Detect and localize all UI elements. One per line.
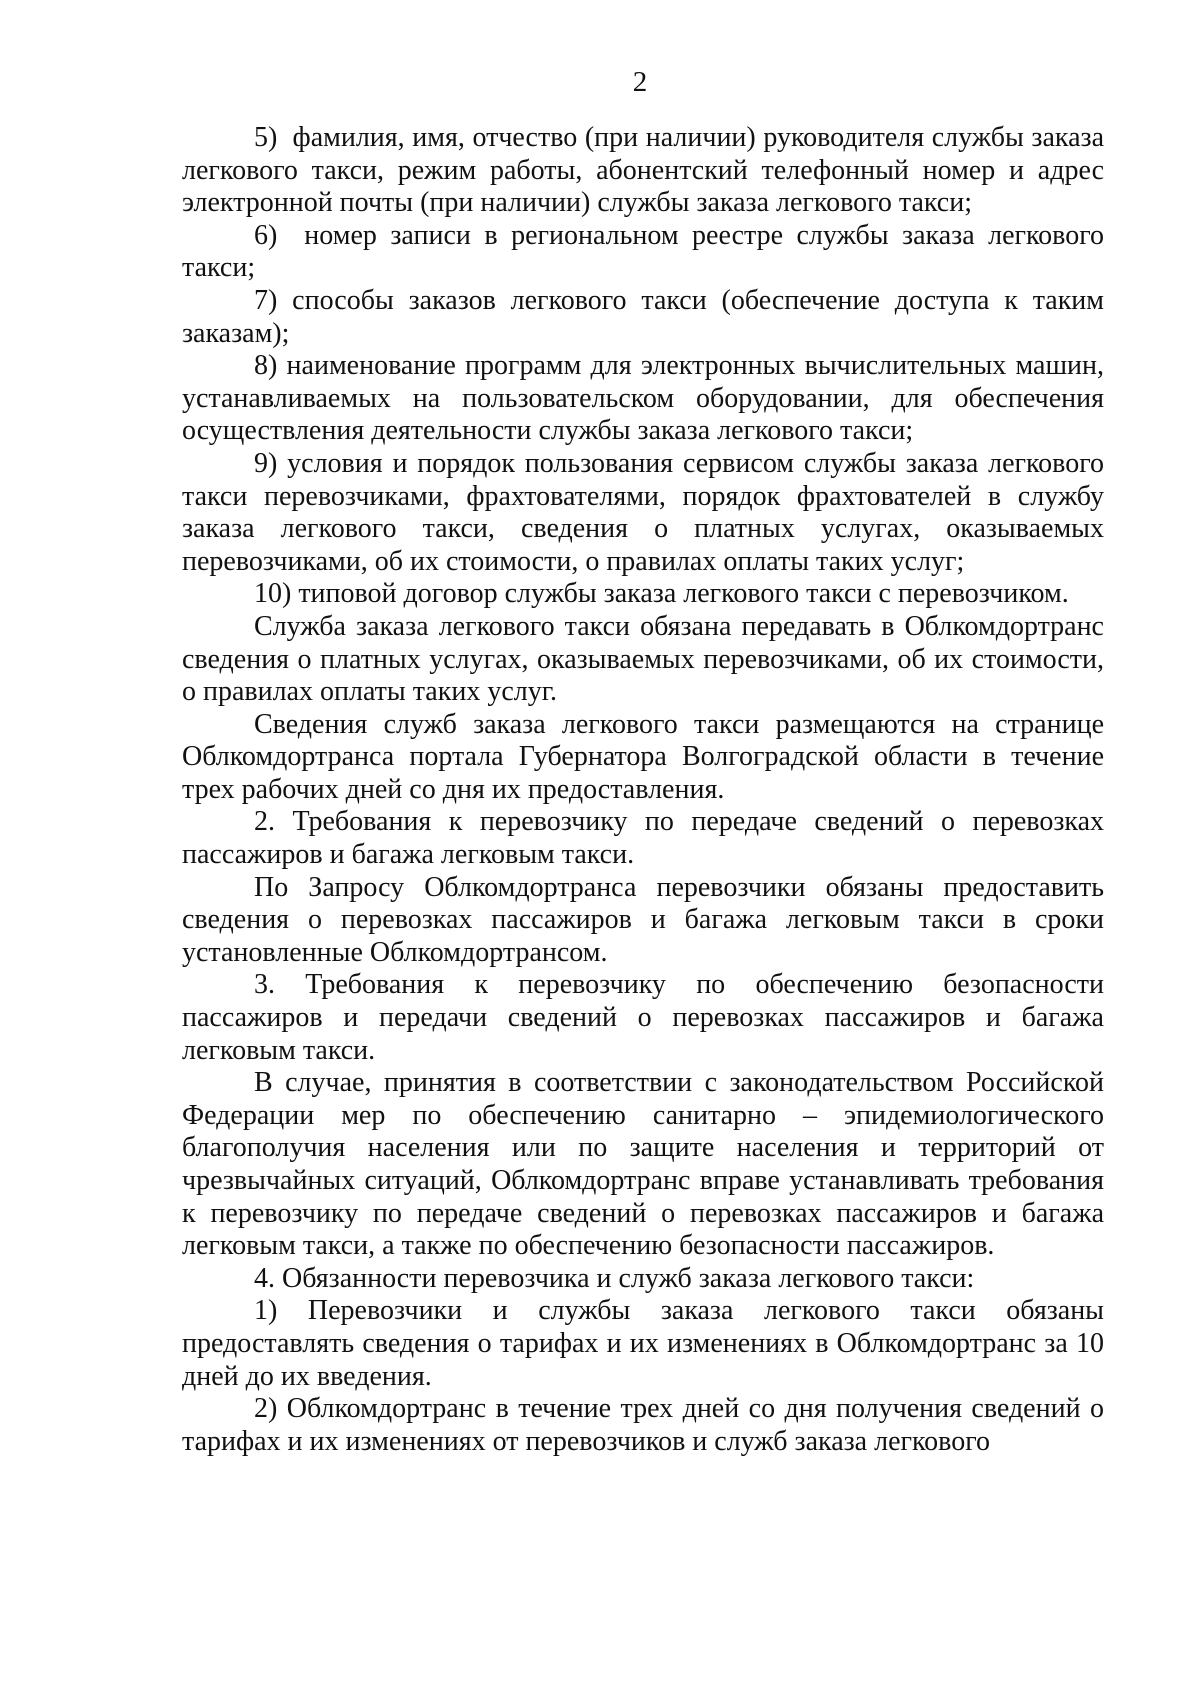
list-item-6-registry-number: 6) номер записи в региональном реестре службы заказа легкового такси; [182,219,1104,284]
list-item-7-order-methods: 7) способы заказов легкового такси (обеспечение доступа к таким заказам); [182,284,1104,349]
paragraph-paid-services-duty: Служба заказа легкового такси обязана передавать в Облкомдортранс сведения о платных услугах, оказываемых перевозчиками, об их стоимости, о правилах оплаты таких услуг. [182,610,1104,708]
section-2-heading: 2. Требования к перевозчику по передаче сведений о перевозках пассажиров и багажа легковым такси. [182,806,1104,871]
list-item-10-standard-contract: 10) типовой договор службы заказа легкового такси с перевозчиком. [254,578,1069,610]
list-item-4-1-tariffs: 1) Перевозчики и службы заказа легкового такси обязаны предоставлять сведения о тарифах и их изменениях в Облкомдортранс за 10 дней до их введения. [182,1295,1104,1392]
list-item-8-software: 8) наименование программ для электронных вычислительных машин, устанавливаемых на пользовательском оборудовании, для обеспечения осуществления деятельности службы заказа легкового такси; [182,350,1104,447]
list-item-4-2-tariff-processing: 2) Облкомдортранс в течение трех дней со дня получения сведений о тарифах и их изменениях от перевозчиков и служб заказа легкового [182,1393,1104,1457]
list-item-5-head-contacts: 5) фамилия, имя, отчество (при наличии) руководителя службы заказа легкового такси, режим работы, абонентский телефонный номер и адрес электронной почты (при наличии) службы заказа легкового такси; [182,122,1104,219]
list-item-9-service-conditions: 9) условия и порядок пользования сервисом службы заказа легкового такси перевозчиками, фрахтователями, порядок фрахтователей в службу заказа легкового такси, сведения о платных услугах, оказываемых перевозчиками, об их стоимости, о правилах оплаты таких услуг; [182,447,1104,577]
document-body [182,122,1104,1458]
paragraph-request: По Запросу Облкомдортранса перевозчики обязаны предоставить сведения о перевозках пассажиров и багажа легковым такси в сроки установленные Облкомдортрансом. [182,871,1104,968]
paragraph-emergency-measures: В случае, принятия в соответствии с законодательством Российской Федерации мер по обеспечению санитарно – эпидемиологического благополучия населения или по защите населения и территорий от чрезвычайных ситуаций, Облкомдортранс вправе устанавливать требования к перевозчику по передаче сведений о перевозках пассажиров и багажа легковым такси, а также по обеспечению безопасности пассажиров. [182,1067,1104,1262]
section-4-heading: 4. Обязанности перевозчика и служб заказа легкового такси: [254,1262,975,1294]
paragraph-publication: Сведения служб заказа легкового такси размещаются на странице Облкомдортранса портала Губернатора Волгоградской области в течение трех рабочих дней со дня их предоставления. [182,708,1104,805]
page-number: 2 [632,66,648,98]
section-3-heading: 3. Требования к перевозчику по обеспечению безопасности пассажиров и передачи сведений о перевозках пассажиров и багажа легковым такси. [182,969,1104,1066]
